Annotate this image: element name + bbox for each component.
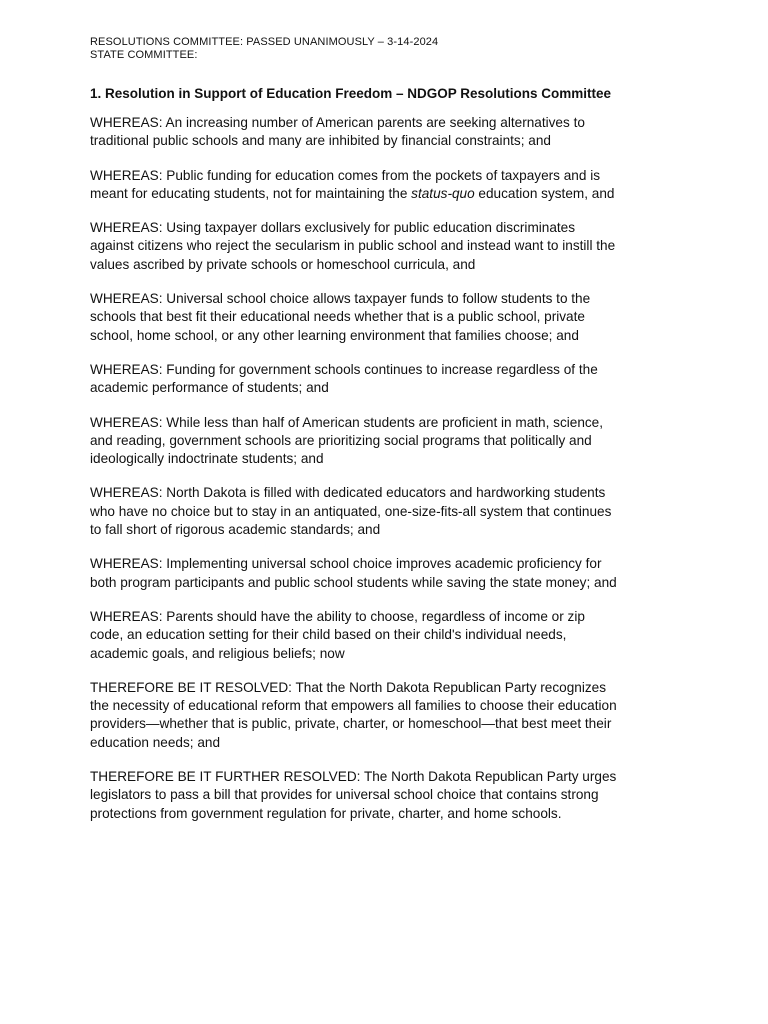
further-resolved-paragraph: THEREFORE BE IT FURTHER RESOLVED: The North Dakota Republican Party urges legislators to pass a bill that provides for universal school choice that contains strong protections from government regulation for private, charter, and home schools. [90, 769, 617, 821]
whereas-paragraph-6: WHEREAS: While less than half of American students are proficient in math, science, and reading, government schools are prioritizing social programs that politically and ideologically indoctrinate students; and [90, 414, 604, 467]
resolution-title: 1. Resolution in Support of Education Freedom – NDGOP Resolutions Committee [90, 86, 612, 101]
whereas-paragraph-2-start: WHEREAS: Public funding for education comes from the pockets of taxpayers and is meant for educating students, not for maintaining the [90, 167, 601, 201]
whereas-paragraph-3: WHEREAS: Using taxpayer dollars exclusively for public education discriminates against citizens who reject the secularism in public school and instead want to instill the values ascribed by private schools or homeschool curricula, and [90, 220, 616, 272]
resolution-body [90, 114, 688, 823]
whereas-paragraph-4: WHEREAS: Universal school choice allows taxpayer funds to follow students to the schools that best fit their educational needs whether that is a public school, private school, home school, or any other learning environment that families choose; and [90, 291, 591, 343]
whereas-paragraph-2-end: education system, and [474, 185, 615, 201]
whereas-paragraph-5: WHEREAS: Funding for government schools continues to increase regardless of the academic performance of students; and [90, 361, 598, 396]
resolved-paragraph: THEREFORE BE IT RESOLVED: That the North Dakota Republican Party recognizes the necessity of educational reform that empowers all families to choose their education providers—whether that is public, private, charter, or homeschool—that best meet their education needs; and [90, 679, 617, 750]
whereas-paragraph-1: WHEREAS: An increasing number of American parents are seeking alternatives to traditional public schools and many are inhibited by financial constraints; and [90, 115, 585, 149]
committee-status-line: RESOLUTIONS COMMITTEE: PASSED UNANIMOUSLY – 3-14-2024 [90, 36, 439, 48]
whereas-paragraph-2 [90, 167, 688, 204]
whereas-paragraph-7: WHEREAS: North Dakota is filled with dedicated educators and hardworking students who have no choice but to stay in an antiquated, one-size-fits-all system that continues to fall short of rigorous academic standards; and [90, 485, 612, 538]
status-quo-emphasis: status-quo [411, 185, 475, 201]
document-header [90, 36, 688, 62]
whereas-paragraph-9: WHEREAS: Parents should have the ability to choose, regardless of income or zip code, an education setting for their child based on their child's individual needs, academic goals, and religious beliefs; now [90, 608, 585, 661]
whereas-paragraph-8: WHEREAS: Implementing universal school choice improves academic proficiency for both program participants and public school students while saving the state money; and [90, 556, 617, 590]
state-committee-line: STATE COMMITTEE: [90, 49, 198, 61]
